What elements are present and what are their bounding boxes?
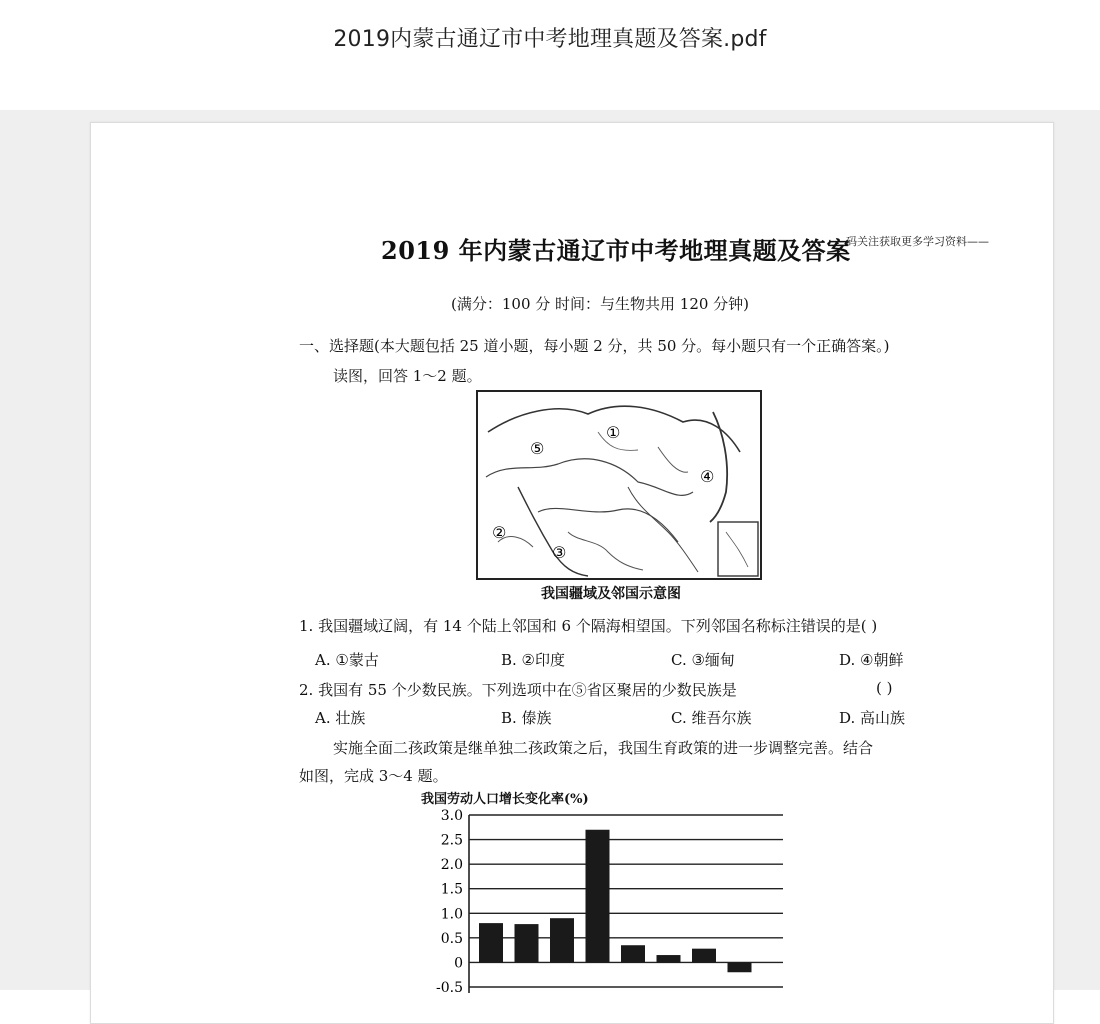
chart-bar — [515, 924, 539, 962]
watermark-text: 码关注获取更多学习资料—— — [846, 235, 989, 248]
labor-growth-bar-chart — [421, 803, 801, 1013]
chart-bar — [692, 949, 716, 963]
question-1-option-d: D. ④朝鲜 — [839, 651, 904, 669]
y-tick-label: 1.0 — [440, 906, 463, 923]
chart-bar — [550, 918, 574, 962]
chart-bar — [728, 962, 752, 972]
y-tick-label: 2.5 — [440, 832, 463, 849]
y-tick-label: 2.0 — [440, 857, 463, 874]
document-title: 2019 年内蒙古通辽市中考地理真题及答案 — [381, 236, 851, 265]
question-1-stem: 1. 我国疆域辽阔，有 14 个陆上邻国和 6 个隔海相望国。下列邻国名称标注错误的是( ) — [299, 617, 878, 635]
question-2-option-b: B. 傣族 — [501, 709, 552, 727]
map-marker-5: ⑤ — [530, 439, 545, 458]
map-marker-3: ③ — [552, 543, 567, 562]
y-tick-label: 0 — [454, 955, 463, 972]
china-map-figure — [476, 390, 762, 580]
chart-title: 我国劳动人口增长变化率(%) — [421, 792, 589, 807]
chart-bar — [621, 945, 645, 962]
viewer-header — [0, 0, 1100, 110]
y-tick-label: -0.5 — [436, 980, 463, 996]
question-2-stem: 2. 我国有 55 个少数民族。下列选项中在⑤省区聚居的少数民族是 — [299, 681, 737, 699]
map-marker-2: ② — [492, 523, 507, 542]
passage-line-1: 实施全面二孩政策是继单独二孩政策之后，我国生育政策的进一步调整完善。结合 — [333, 739, 874, 757]
question-1-option-a: A. ①蒙古 — [315, 651, 379, 669]
map-drawing — [478, 392, 760, 578]
chart-bar — [657, 955, 681, 962]
document-viewer[interactable] — [0, 110, 1100, 996]
question-2-option-a: A. 壮族 — [315, 709, 366, 727]
map-marker-1: ① — [606, 423, 621, 442]
passage-line-2: 如图，完成 3～4 题。 — [299, 767, 448, 785]
exam-info: (满分：100 分 时间：与生物共用 120 分钟) — [451, 295, 750, 313]
y-tick-label: 0.5 — [440, 930, 463, 947]
instruction-text: 读图，回答 1～2 题。 — [333, 367, 482, 385]
chart-bar — [479, 923, 503, 962]
pdf-page — [90, 122, 1054, 1024]
question-1-option-b: B. ②印度 — [501, 651, 566, 669]
section-heading: 一、选择题(本大题包括 25 道小题，每小题 2 分，共 50 分。每小题只有一个正确答案。) — [299, 337, 890, 355]
chart-bar — [586, 830, 610, 963]
question-2-paren: ( ) — [876, 679, 893, 697]
map-caption: 我国疆域及邻国示意图 — [541, 586, 681, 602]
y-tick-label: 3.0 — [440, 808, 463, 824]
y-tick-label: 1.5 — [440, 881, 463, 898]
question-2-option-d: D. 高山族 — [839, 709, 906, 727]
question-1-option-c: C. ③缅甸 — [671, 651, 735, 669]
map-marker-4: ④ — [700, 467, 715, 486]
file-title: 2019内蒙古通辽市中考地理真题及答案.pdf — [333, 27, 767, 52]
question-2-option-c: C. 维吾尔族 — [671, 709, 752, 727]
